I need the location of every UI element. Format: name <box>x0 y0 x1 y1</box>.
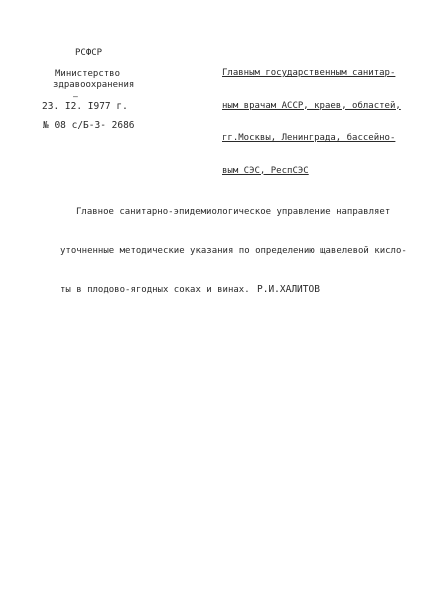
addressee-block <box>222 46 402 198</box>
sender-dash: – <box>73 92 78 101</box>
letter-date: 23. I2. I977 г. <box>42 101 128 112</box>
body-line: уточненные методические указания по определению щавелевой кисло- <box>60 246 407 256</box>
addressee-line: вым СЭС, РеспСЭС <box>222 165 309 176</box>
letter-number: № 08 с/Б-3- 2686 <box>43 120 135 131</box>
addressee-line: гг.Москвы, Ленинграда, бассейно- <box>222 133 396 143</box>
addressee-line: ным врачам АССР, краев, областей, <box>222 100 401 111</box>
signature-name: Р.И.ХАЛИТОВ <box>257 284 320 295</box>
sender-country: РСФСР <box>75 48 103 58</box>
letter-body <box>60 182 407 321</box>
body-line: ты в плодово-ягодных соках и винах. <box>60 285 250 295</box>
sender-ministry-line2: здравоохранения <box>53 80 135 90</box>
addressee-line: Главным государственным санитар- <box>222 68 396 78</box>
sender-ministry-line1: Министерство <box>55 69 121 79</box>
body-line: Главное санитарно-эпидемиологическое управление направляет <box>76 207 391 217</box>
